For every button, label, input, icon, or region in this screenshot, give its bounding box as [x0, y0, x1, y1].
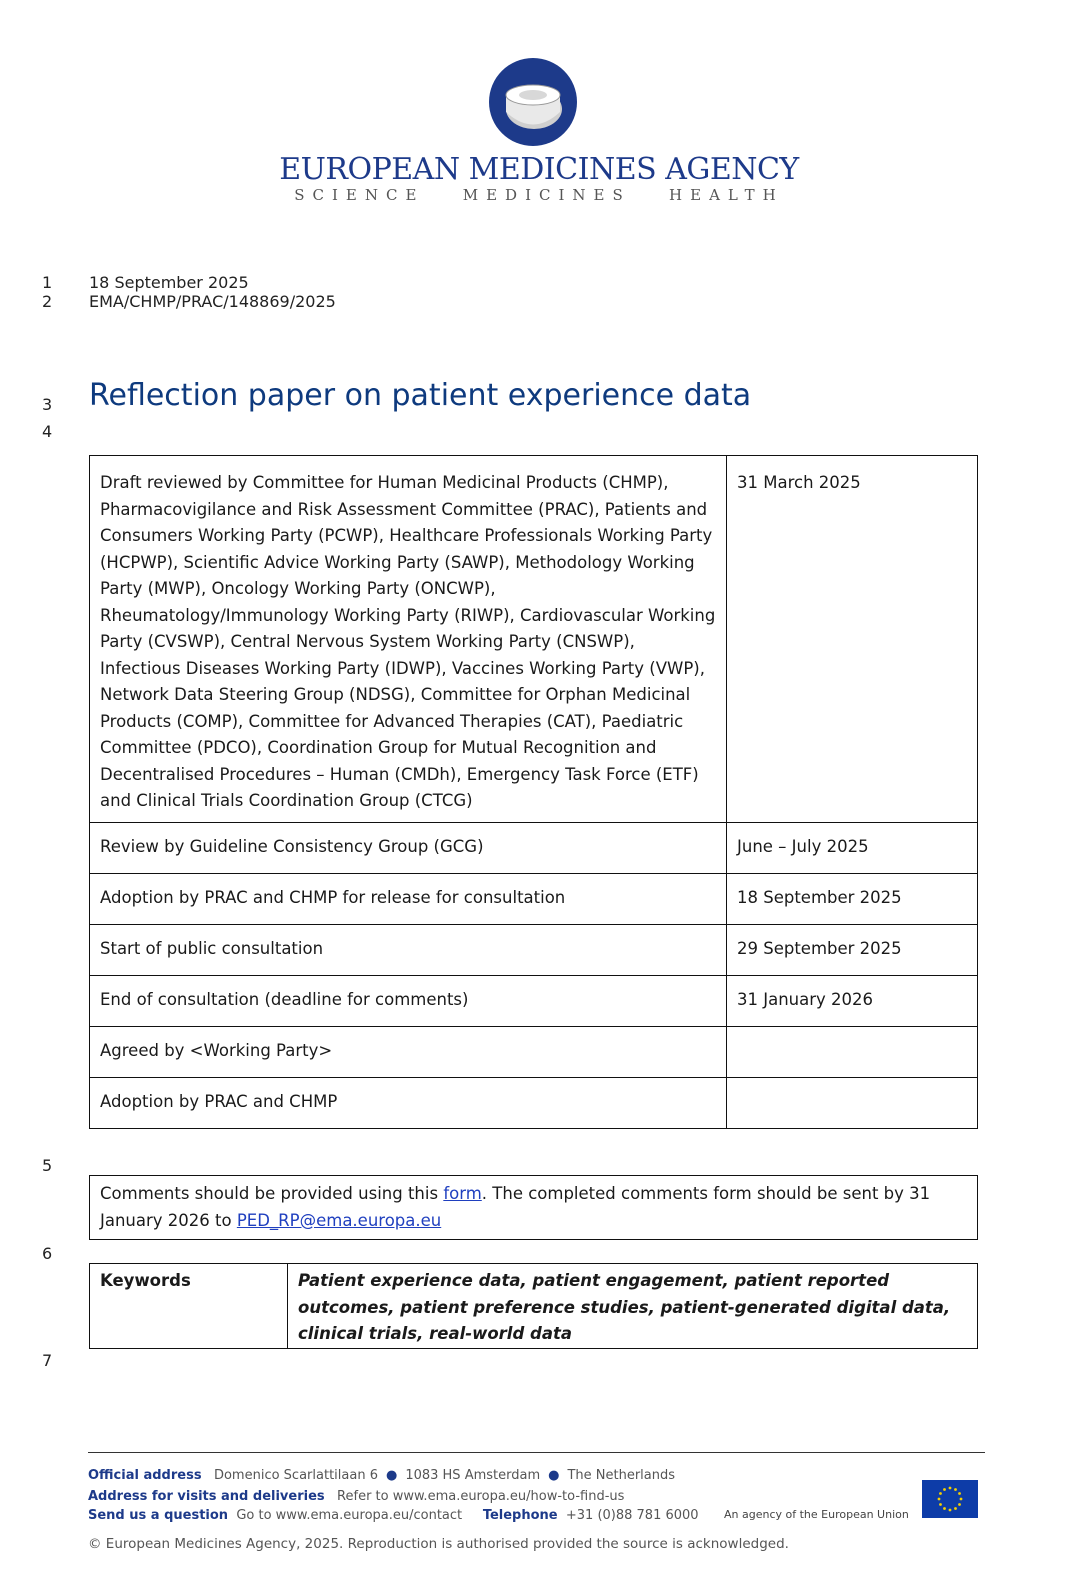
keywords-table: [89, 1263, 978, 1349]
eu-star-icon: [949, 1509, 952, 1512]
bullet-icon: ●: [548, 1468, 560, 1483]
schedule-date: [727, 1026, 978, 1077]
schedule-table: [89, 455, 978, 1129]
ema-logo: [0, 0, 1078, 230]
eu-flag-icon: [922, 1480, 978, 1518]
footer-label: Address for visits and deliveries: [88, 1489, 325, 1504]
footer-divider: [88, 1452, 985, 1453]
table-row: [90, 1026, 978, 1077]
eu-star-icon: [939, 1492, 942, 1495]
comments-box: [89, 1175, 978, 1240]
keywords-value: Patient experience data, patient engagement, patient reported outcomes, patient preference studies, patient-generated digital data, clinical trials, real-world data: [288, 1264, 978, 1349]
line-number: 5: [42, 1156, 53, 1175]
comments-email-link[interactable]: PED_RP@ema.europa.eu: [236, 1210, 442, 1230]
line-number: 1: [42, 273, 53, 292]
footer-telephone: +31 (0)88 781 6000: [565, 1508, 699, 1523]
line-number: 6: [42, 1244, 53, 1263]
footer-question: [88, 1508, 699, 1523]
footer-visits: [88, 1489, 624, 1504]
eu-star-icon: [958, 1492, 961, 1495]
footer-official-address: [88, 1468, 675, 1483]
eu-star-icon: [943, 1488, 946, 1491]
keywords-label: Keywords: [90, 1264, 288, 1349]
line-number: 2: [42, 292, 53, 311]
schedule-date: June – July 2025: [727, 822, 978, 873]
table-row: [90, 822, 978, 873]
schedule-date: 31 January 2026: [727, 975, 978, 1026]
schedule-date: 31 March 2025: [727, 456, 978, 823]
page-title: Reflection paper on patient experience data: [89, 378, 752, 413]
eu-star-icon: [943, 1507, 946, 1510]
bullet-icon: ●: [385, 1468, 398, 1483]
eu-agency-note: An agency of the European Union: [724, 1508, 909, 1521]
agency-name: EUROPEAN MEDICINES AGENCY: [279, 152, 799, 187]
footer-postcode: 1083 HS Amsterdam: [405, 1468, 541, 1483]
line-number: 4: [42, 422, 53, 441]
schedule-date: 29 September 2025: [727, 924, 978, 975]
eu-star-icon: [958, 1503, 961, 1506]
table-row: [90, 975, 978, 1026]
comments-text: . The completed comments form should be sent by 31 January 2026 to: [100, 1184, 931, 1230]
line-number: 3: [42, 395, 53, 414]
eu-star-icon: [949, 1487, 952, 1490]
comments-text: Comments should be provided using this: [100, 1184, 444, 1203]
schedule-step: Adoption by PRAC and CHMP: [90, 1077, 727, 1128]
schedule-step: Agreed by <Working Party>: [90, 1026, 727, 1077]
footer-label: Official address: [88, 1468, 202, 1483]
eu-star-icon: [960, 1498, 963, 1501]
schedule-date: [727, 1077, 978, 1128]
copyright: © European Medicines Agency, 2025. Reproduction is authorised provided the source is acknowledged.: [88, 1536, 789, 1552]
eu-star-icon: [954, 1488, 957, 1491]
eu-star-icon: [938, 1498, 941, 1501]
document-date: 18 September 2025: [89, 273, 249, 292]
eu-star-icon: [954, 1507, 957, 1510]
line-number: 7: [42, 1351, 53, 1370]
table-row: [90, 924, 978, 975]
footer-label: Telephone: [482, 1508, 558, 1523]
table-row: [90, 1077, 978, 1128]
schedule-step: Adoption by PRAC and CHMP for release for consultation: [90, 873, 727, 924]
table-row: [90, 456, 978, 823]
schedule-step: End of consultation (deadline for comments): [90, 975, 727, 1026]
comments-form-link[interactable]: form: [443, 1184, 482, 1203]
agency-tagline: SCIENCE MEDICINES HEALTH: [294, 186, 784, 204]
footer-label: Send us a question: [88, 1508, 229, 1523]
eu-star-icon: [939, 1503, 942, 1506]
footer-street: Domenico Scarlattilaan 6: [213, 1468, 378, 1483]
footer-question-text: Go to www.ema.europa.eu/contact: [236, 1508, 463, 1523]
schedule-date: 18 September 2025: [727, 873, 978, 924]
table-row: [90, 1264, 978, 1349]
ema-emblem-icon: [488, 57, 578, 147]
table-row: [90, 873, 978, 924]
footer-visits-text: Refer to www.ema.europa.eu/how-to-find-us: [337, 1489, 625, 1504]
document-reference: EMA/CHMP/PRAC/148869/2025: [89, 292, 336, 311]
schedule-step: Start of public consultation: [90, 924, 727, 975]
footer-country: The Netherlands: [567, 1468, 676, 1483]
schedule-step: Draft reviewed by Committee for Human Medicinal Products (CHMP), Pharmacovigilance and Risk Assessment Committee (PRAC), Patients and Consumers Working Party (PCWP), Healthcare Professionals Working Party (HCPWP), Scientific Advice Working Party (SAWP), Methodology Working Party (MWP), Oncology Working Party (ONCWP), Rheumatology/Immunology Working Party (RIWP), Cardiovascular Working Party (CVSWP), Central Nervous System Working Party (CNSWP), Infectious Diseases Working Party (IDWP), Vaccines Working Party (VWP), Network Data Steering Group (NDSG), Committee for Orphan Medicinal Products (COMP), Committee for Advanced Therapies (CAT), Paediatric Committee (PDCO), Coordination Group for Mutual Recognition and Decentralised Procedures – Human (CMDh), Emergency Task Force (ETF) and Clinical Trials Coordination Group (CTCG): [90, 456, 727, 823]
schedule-step: Review by Guideline Consistency Group (GCG): [90, 822, 727, 873]
